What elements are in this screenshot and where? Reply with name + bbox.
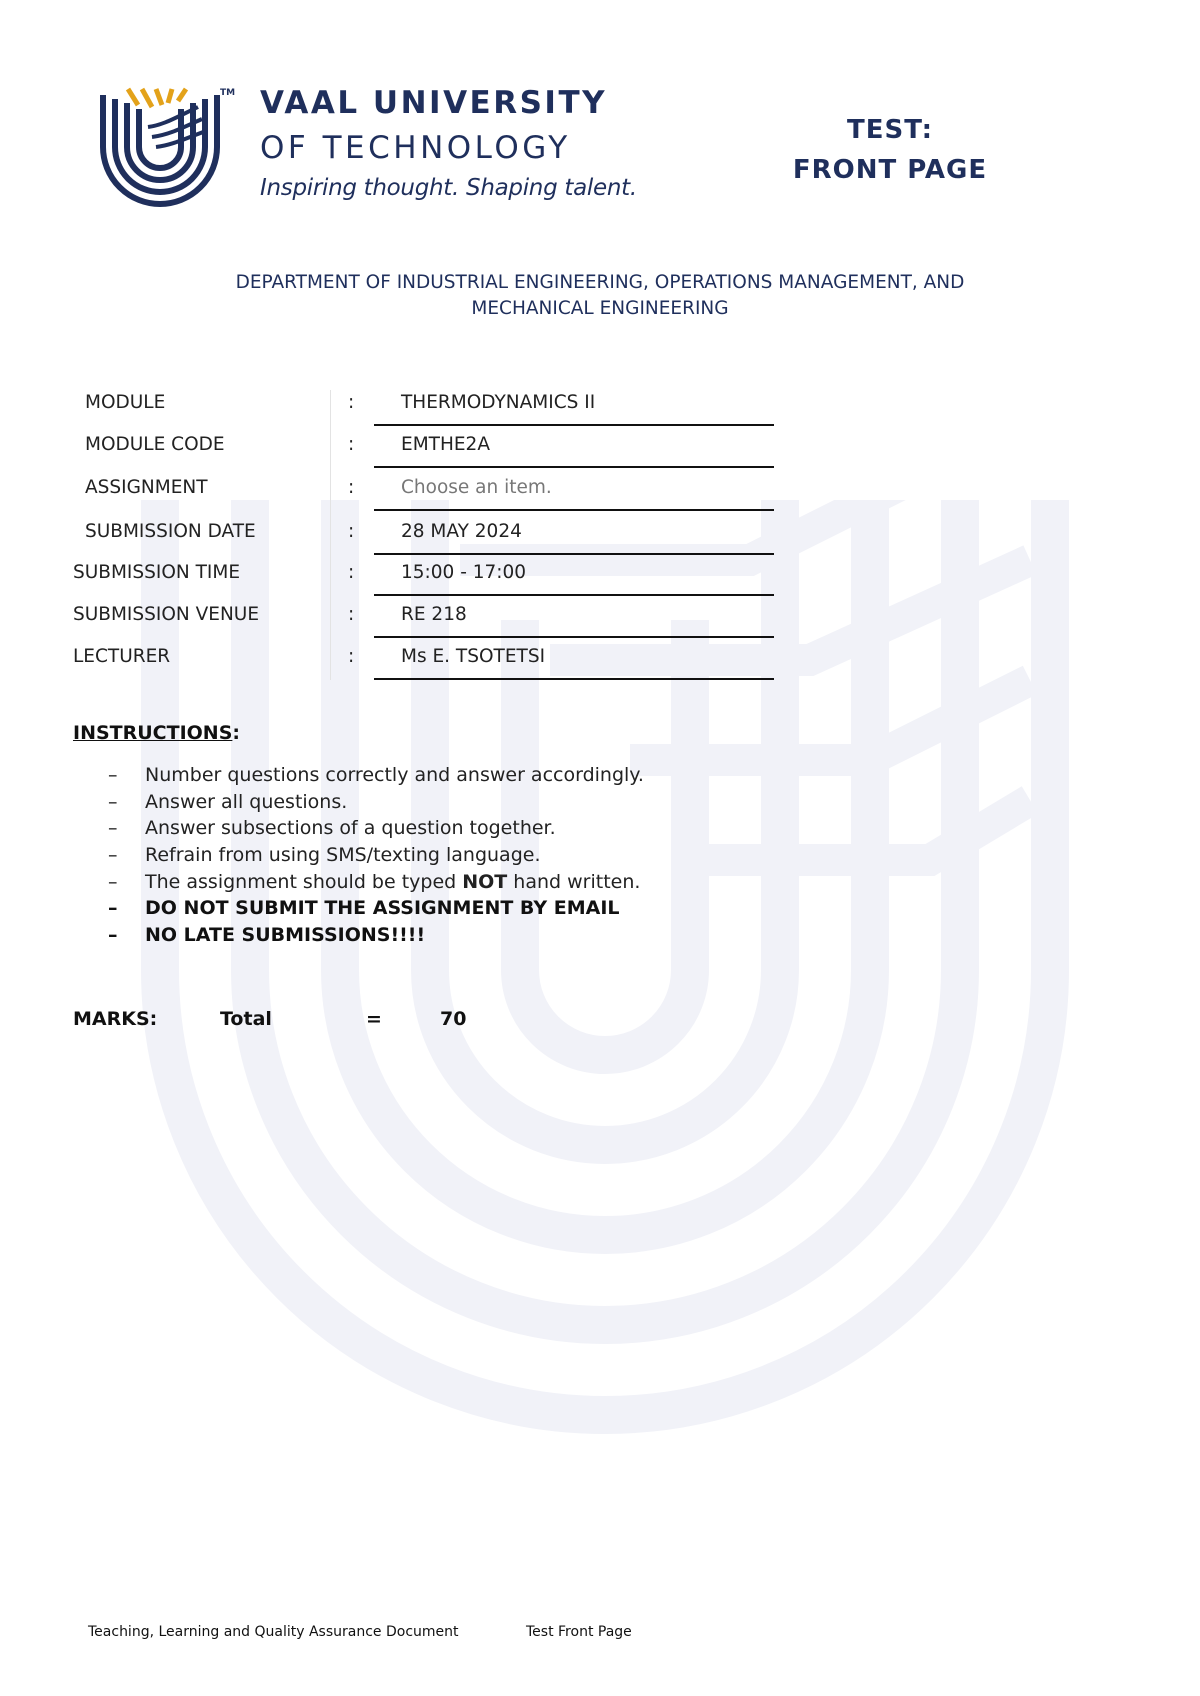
dash-bullet-icon: – — [108, 870, 118, 893]
detail-value: 15:00 - 17:00 — [401, 562, 527, 583]
marks-total-value: 70 — [440, 1008, 467, 1030]
detail-label: ASSIGNMENT — [85, 477, 208, 498]
detail-colon: : — [348, 562, 355, 583]
list-item — [105, 789, 644, 816]
list-item — [105, 869, 644, 896]
detail-value: 28 MAY 2024 — [401, 521, 522, 542]
instructions-list — [105, 762, 644, 949]
detail-label: SUBMISSION TIME — [73, 562, 241, 583]
instructions-heading-colon: : — [232, 722, 240, 744]
assignment-dropdown[interactable] — [374, 477, 774, 511]
instructions-heading — [73, 722, 240, 744]
detail-value-field[interactable] — [374, 434, 774, 468]
detail-label: MODULE CODE — [85, 434, 225, 455]
dash-bullet-icon: – — [108, 897, 118, 920]
instructions-heading-text: INSTRUCTIONS — [73, 722, 233, 744]
footer-document-name: Teaching, Learning and Quality Assurance Document — [88, 1624, 459, 1640]
instruction-text: Refrain from using SMS/texting language. — [145, 844, 541, 867]
detail-colon: : — [348, 434, 355, 455]
dash-bullet-icon: – — [108, 764, 118, 786]
university-tagline: Inspiring thought. Shaping talent. — [260, 175, 637, 201]
instruction-text: Answer subsections of a question together. — [145, 817, 556, 840]
department-line2: MECHANICAL ENGINEERING — [471, 298, 729, 319]
marks-total-label: Total — [220, 1008, 272, 1030]
dash-bullet-icon: – — [108, 817, 118, 840]
detail-value: THERMODYNAMICS II — [401, 392, 596, 413]
detail-value-field[interactable] — [374, 646, 774, 680]
university-logo — [88, 80, 648, 215]
marks-label: MARKS: — [73, 1008, 158, 1030]
assignment-placeholder: Choose an item. — [401, 477, 552, 498]
detail-colon: : — [348, 392, 355, 413]
test-heading-line2: FRONT PAGE — [792, 155, 988, 185]
department-line1: DEPARTMENT OF INDUSTRIAL ENGINEERING, OPERATIONS MANAGEMENT, AND — [235, 272, 965, 293]
detail-label: MODULE — [85, 392, 166, 413]
instruction-text: DO NOT SUBMIT THE ASSIGNMENT BY EMAIL — [145, 897, 620, 920]
detail-label: SUBMISSION VENUE — [73, 604, 260, 625]
list-item — [105, 842, 644, 869]
detail-value: EMTHE2A — [401, 434, 490, 455]
instruction-text: Number questions correctly and answer accordingly. — [145, 764, 644, 786]
dash-bullet-icon: – — [108, 844, 118, 867]
department-title — [100, 270, 1100, 322]
list-item — [105, 762, 644, 789]
university-name-line2: OF TECHNOLOGY — [260, 130, 571, 166]
instruction-text: NO LATE SUBMISSIONS!!!! — [145, 924, 426, 947]
detail-value-field[interactable] — [374, 604, 774, 638]
dash-bullet-icon: – — [108, 790, 118, 813]
detail-value: RE 218 — [401, 604, 467, 625]
detail-value-field[interactable] — [374, 562, 774, 596]
dash-bullet-icon: – — [108, 924, 118, 947]
detail-colon: : — [348, 604, 355, 625]
list-item — [105, 895, 644, 922]
test-front-page-heading — [760, 110, 1020, 190]
detail-label: LECTURER — [73, 646, 171, 667]
instruction-emphasis: NOT — [462, 870, 508, 893]
detail-value-field[interactable] — [374, 521, 774, 555]
instruction-text: Answer all questions. — [145, 790, 348, 813]
table-divider — [330, 390, 331, 680]
detail-value: Ms E. TSOTETSI — [401, 646, 546, 667]
detail-colon: : — [348, 646, 355, 667]
detail-label: SUBMISSION DATE — [85, 521, 256, 542]
test-heading-line1: TEST: — [847, 115, 933, 145]
university-emblem-icon — [98, 85, 223, 210]
university-name-line1: VAAL UNIVERSITY — [260, 85, 608, 121]
trademark-mark: TM — [220, 88, 236, 98]
detail-value-field[interactable] — [374, 392, 774, 426]
instruction-text-after: hand written. — [507, 870, 641, 893]
list-item — [105, 815, 644, 842]
instruction-text-before: The assignment should be typed — [145, 870, 463, 893]
footer-page-name: Test Front Page — [526, 1624, 632, 1640]
list-item — [105, 922, 644, 949]
detail-colon: : — [348, 477, 355, 498]
marks-equals: = — [366, 1008, 382, 1030]
detail-colon: : — [348, 521, 355, 542]
